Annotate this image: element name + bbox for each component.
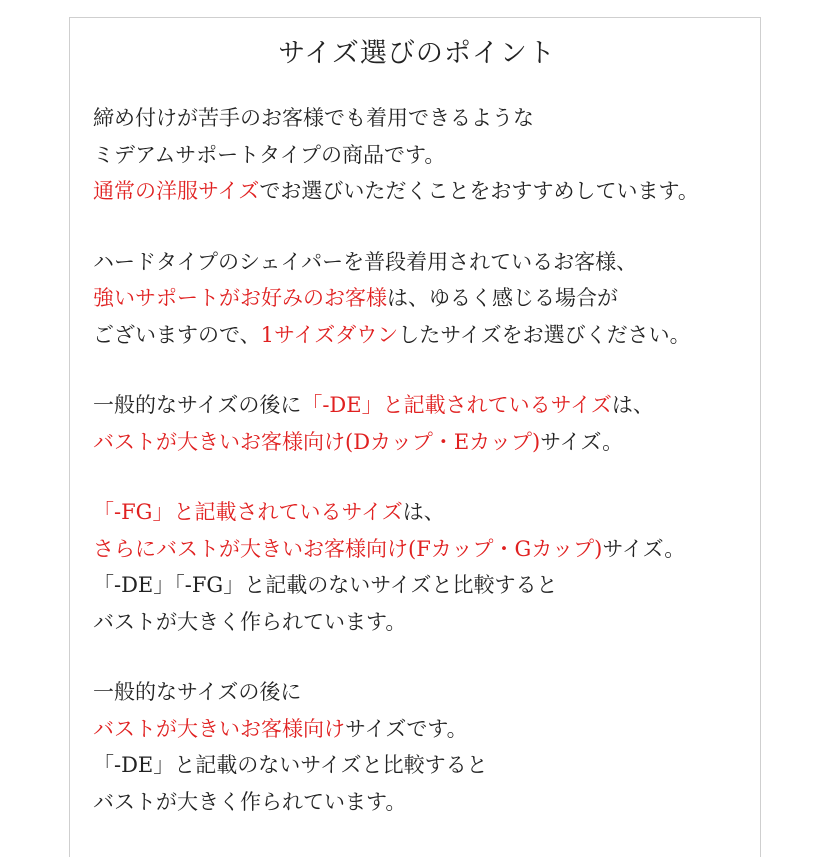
- highlight-text: 「-DE」と記載されているサイズ: [301, 393, 612, 417]
- size-guide-text: [93, 100, 813, 820]
- text-segment: は、: [611, 393, 654, 417]
- text-segment: サイズです。: [345, 716, 468, 741]
- paragraph-support-type: [93, 100, 813, 210]
- text-line: [93, 280, 813, 317]
- paragraph-gap: [93, 353, 813, 387]
- highlight-text: バストが大きいお客様向け(Dカップ・Eカップ): [93, 429, 541, 454]
- text-line: [93, 424, 813, 461]
- text-segment: サイズ。: [602, 536, 686, 561]
- highlight-text: さらにバストが大きいお客様向け(Fカップ・Gカップ): [93, 536, 603, 561]
- text-segment: バストが大きく作られています。: [93, 609, 407, 634]
- paragraph-gap: [93, 460, 813, 494]
- text-segment: サイズ。: [540, 429, 624, 454]
- text-segment: は、: [402, 500, 445, 524]
- paragraph-gap: [93, 210, 813, 244]
- text-segment: 一般的なサイズの後に: [93, 393, 302, 417]
- paragraph-de-size: [93, 387, 813, 460]
- text-segment: 一般的なサイズの後に: [93, 680, 302, 704]
- page-title: サイズ選びのポイント: [278, 38, 556, 69]
- text-line: [93, 567, 813, 604]
- text-segment: は、ゆるく感じる場合が: [387, 286, 618, 310]
- text-segment: したサイズをお選びください。: [398, 322, 691, 347]
- text-line: [93, 747, 813, 784]
- highlight-text: 強いサポートがお好みのお客様: [93, 286, 387, 310]
- text-segment: ミデアムサポートタイプの商品です。: [93, 142, 446, 167]
- highlight-text: バストが大きいお客様向け: [93, 716, 345, 741]
- paragraph-size-down: [93, 244, 813, 354]
- text-line: [93, 137, 813, 174]
- text-line: [93, 317, 813, 354]
- text-line: [93, 711, 813, 748]
- text-segment: バストが大きく作られています。: [93, 789, 407, 814]
- text-line: [93, 387, 813, 424]
- text-line: [93, 244, 813, 281]
- text-line: [93, 674, 813, 711]
- text-line: [93, 173, 813, 210]
- highlight-text: 「-FG」と記載されているサイズ: [93, 500, 403, 524]
- text-line: [93, 100, 813, 137]
- paragraph-fg-size: [93, 494, 813, 640]
- text-segment: ハードタイプのシェイパーを普段着用されているお客様、: [93, 249, 638, 274]
- text-line: [93, 604, 813, 641]
- highlight-text: 1サイズダウン: [260, 322, 399, 347]
- paragraph-large-bust: [93, 674, 813, 820]
- text-segment: 「-DE」と記載のないサイズと比較すると: [93, 753, 488, 777]
- paragraph-gap: [93, 640, 813, 674]
- text-segment: ございますので、: [93, 322, 261, 347]
- text-segment: 締め付けが苦手のお客様でも着用できるような: [93, 106, 534, 130]
- text-segment: 「-DE」「-FG」と記載のないサイズと比較すると: [93, 573, 558, 597]
- text-segment: でお選びいただくことをおすすめしています。: [259, 179, 699, 203]
- text-line: [93, 494, 813, 531]
- text-line: [93, 784, 813, 821]
- highlight-text: 通常の洋服サイズ: [93, 179, 260, 203]
- text-line: [93, 531, 813, 568]
